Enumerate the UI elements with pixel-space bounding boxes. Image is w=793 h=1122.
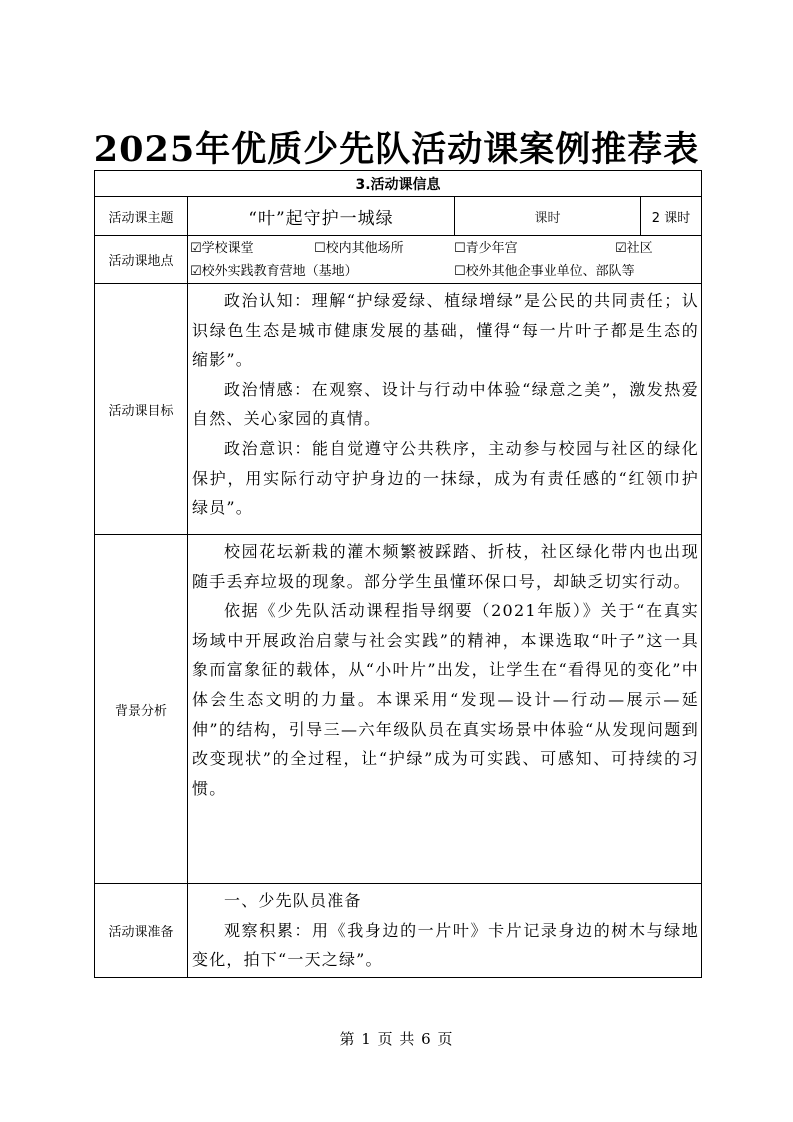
location-options-line-1 [190,237,701,260]
location-option-other-campus: ☐校内其他场所 [314,240,404,256]
background-paragraph: 依据《少先队活动课程指导纲要（2021年版）》关于“在真实场域中开展政治启蒙与社会实践”的精神，本课选取“叶子”这一具象而富象征的载体，从“小叶片”出发，让学生在“看得见的变化”中体会生态文明的力量。本课采用“发现—设计—行动—展示—延伸”的结构，引导三—六年级队员在真实场景中体验“从发现问题到改变现状”的全过程，让“护绿”成为可实践、可感知、可持续的习惯。 [192,601,699,798]
location-option-practice-base: ☑校外实践教育营地（基地） [190,263,358,279]
location-row [95,236,702,284]
location-option-other-units: ☐校外其他企事业单位、部队等 [454,263,635,279]
goals-content [188,284,702,535]
preparation-paragraph: 观察积累：用《我身边的一片叶》卡片记录身边的树木与绿地变化，拍下“一天之绿”。 [192,920,699,970]
period-label: 课时 [455,197,641,236]
goals-label: 活动课目标 [95,284,188,535]
theme-value: “叶”起守护一城绿 [188,197,455,236]
preparation-content [188,884,702,978]
background-content [188,535,702,884]
goals-paragraph: 政治意识：能自觉遵守公共秩序，主动参与校园与社区的绿化保护，用实际行动守护身边的一抹绿，成为有责任感的“红领巾护绿员”。 [192,438,699,518]
preparation-row [95,884,702,978]
theme-row [95,197,702,236]
location-option-youth-palace: ☐青少年宫 [454,240,518,256]
period-value: 2 课时 [641,197,702,236]
preparation-paragraph: 一、少先队员准备 [224,891,362,910]
location-label: 活动课地点 [95,236,188,284]
preparation-label: 活动课准备 [95,884,188,978]
location-options-line-2 [190,260,701,283]
goals-row [95,284,702,535]
document-title: 2025年优质少先队活动课案例推荐表 [93,129,700,170]
goals-paragraph: 政治情感：在观察、设计与行动中体验“绿意之美”，激发热爱自然、关心家园的真情。 [192,379,699,429]
location-option-school-classroom: ☑学校课堂 [190,240,254,256]
background-row [95,535,702,884]
page-footer: 第 1 页 共 6 页 [339,1030,454,1048]
background-label: 背景分析 [95,535,188,884]
background-paragraph: 校园花坛新栽的灌木频繁被踩踏、折枝，社区绿化带内也出现随手丢弃垃圾的现象。部分学生虽懂环保口号，却缺乏切实行动。 [192,542,699,591]
location-options [188,236,702,284]
theme-label: 活动课主题 [95,197,188,236]
recommendation-table [94,170,702,978]
location-option-community: ☑社区 [615,240,653,256]
section-header: 3.活动课信息 [95,171,702,197]
goals-paragraph: 政治认知：理解“护绿爱绿、植绿增绿”是公民的共同责任；认识绿色生态是城市健康发展的基础，懂得“每一片叶子都是生态的缩影”。 [192,291,699,370]
